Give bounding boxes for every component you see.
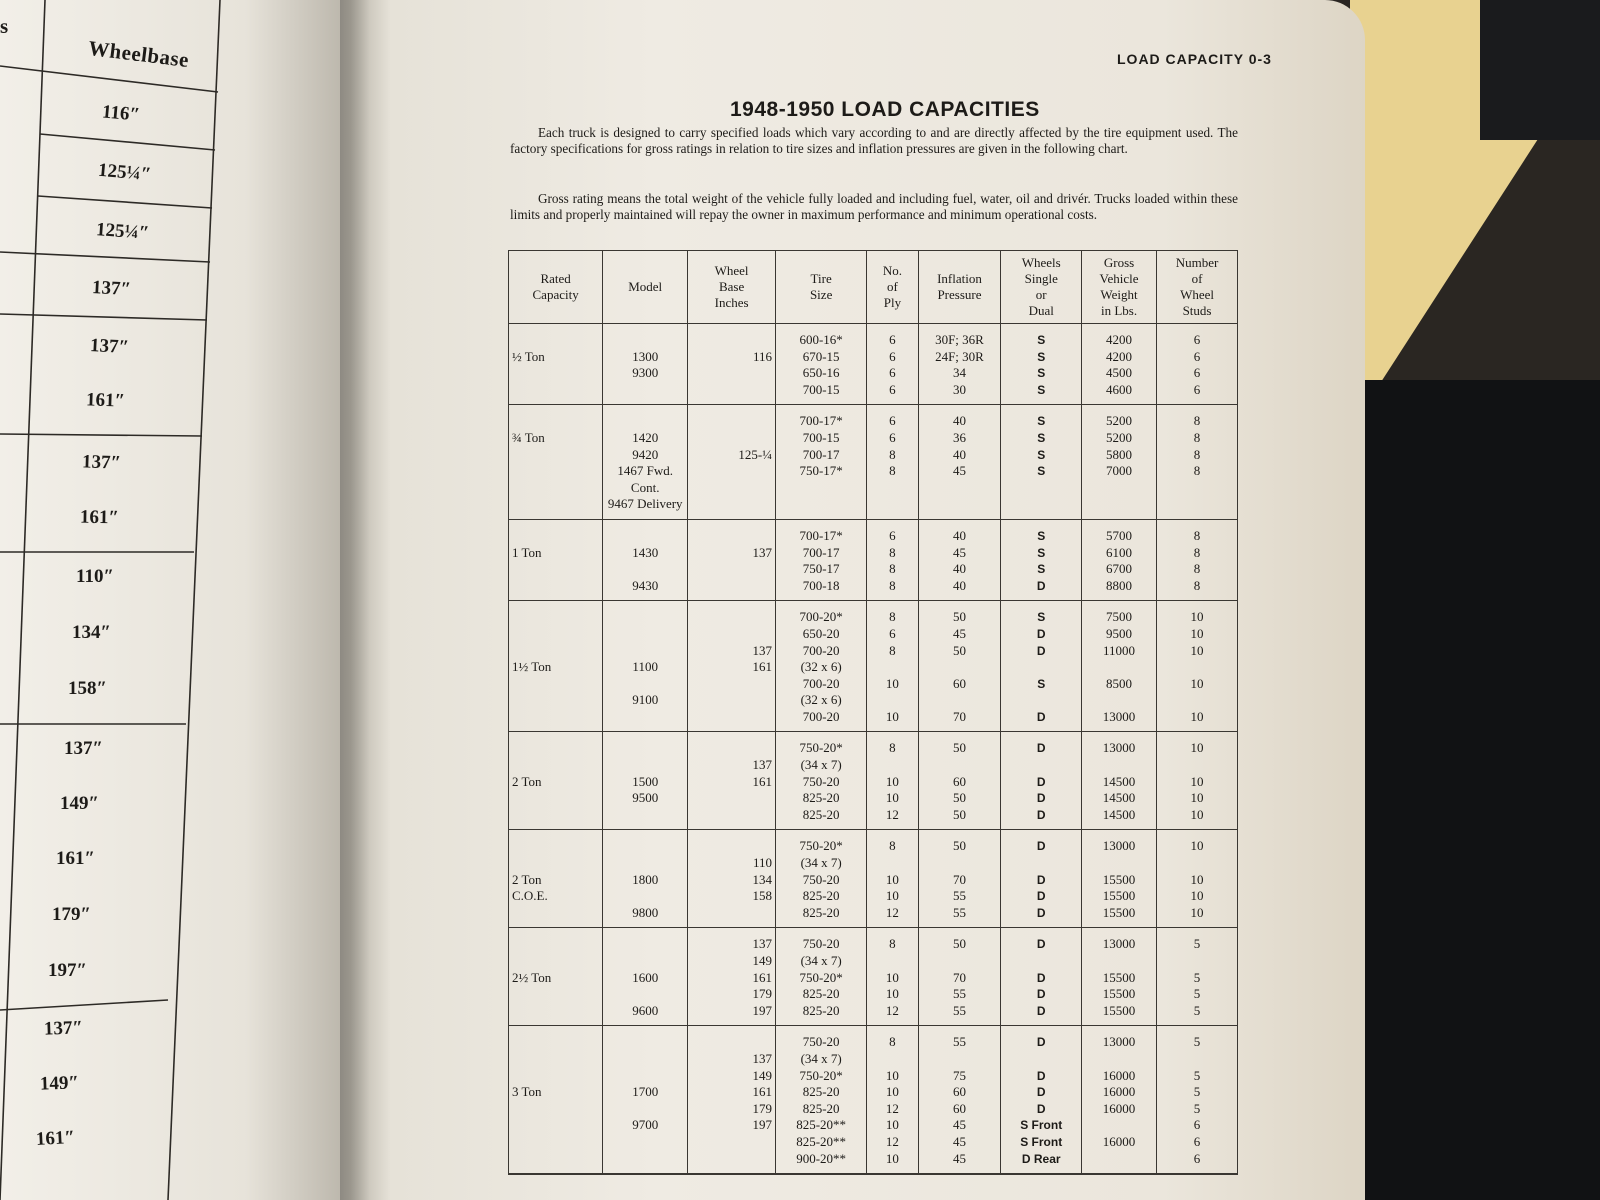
gvw-cell: 13000 16000 16000 16000 16000: [1082, 1026, 1157, 1174]
ply-cell: 6 8 8 8: [867, 519, 918, 600]
inflation-cell: 40 36 40 45: [918, 405, 1001, 520]
tire-size-cell: 750-20* (34 x 7) 750-20 825-20 825-20: [776, 732, 867, 830]
header-inflation: Inflation Pressure: [918, 251, 1001, 324]
gvw-cell: 5200 5200 5800 7000: [1082, 405, 1157, 520]
wheels-cell: D D D D: [1001, 732, 1082, 830]
left-value: 137″: [91, 276, 132, 301]
intro-paragraph: Each truck is designed to carry specified loads which vary according to and are directly affected by the tire equipment used. The factory specifications for gross ratings in relation to tire sizes and inflation pressures are given in the following chart.: [510, 125, 1238, 156]
ply-cell: 8 10 10 12: [867, 732, 918, 830]
gvw-cell: 5700 6100 6700 8800: [1082, 519, 1157, 600]
rated-capacity-cell: 1 Ton: [509, 519, 603, 600]
left-header-fragment: s: [0, 14, 9, 38]
rated-capacity-cell: 2 Ton C.O.E.: [509, 830, 603, 928]
left-value: 110″: [76, 566, 114, 587]
header-gvw: Gross Vehicle Weight in Lbs.: [1082, 251, 1157, 324]
rated-capacity-cell: 2½ Ton: [509, 928, 603, 1026]
wheel-base-cell: 137 161: [688, 732, 776, 830]
inflation-cell: 50 70 55 55: [918, 928, 1001, 1026]
load-capacity-table: [508, 250, 1238, 1175]
wheel-base-cell: 137 149 161 179 197: [688, 1026, 776, 1174]
studs-cell: 5 5 5 5: [1157, 928, 1238, 1026]
left-value: 197″: [48, 960, 87, 981]
wheel-base-cell: 137: [688, 519, 776, 600]
left-value: 125¼″: [95, 219, 150, 244]
left-value: 149″: [39, 1072, 80, 1095]
gvw-cell: 13000 14500 14500 14500: [1082, 732, 1157, 830]
table-row: [509, 519, 1238, 600]
wheels-cell: S S S S: [1001, 405, 1082, 520]
header-model: Model: [603, 251, 688, 324]
model-cell: 1420 9420 1467 Fwd. Cont. 9467 Delivery: [603, 405, 688, 520]
ply-cell: 8 6 8 10 10: [867, 601, 918, 732]
table-row: [509, 928, 1238, 1026]
wheels-cell: S D D S D: [1001, 601, 1082, 732]
page-title: 1948-1950 LOAD CAPACITIES: [730, 98, 1040, 121]
desk-background-dark: [1340, 380, 1600, 1200]
inflation-cell: 55 75 60 60 45 45 45: [918, 1026, 1001, 1174]
left-value: 137″: [64, 738, 103, 759]
model-cell: 1700 9700: [603, 1026, 688, 1174]
table-row: [509, 324, 1238, 405]
left-value: 161″: [35, 1126, 76, 1151]
tire-size-cell: 750-20 (34 x 7) 750-20* 825-20 825-20 825-20** 825-20** 900-20**: [776, 1026, 867, 1174]
running-head: LOAD CAPACITY 0-3: [1117, 51, 1272, 67]
left-value: 125¼″: [97, 159, 153, 186]
left-value: 158″: [68, 678, 107, 699]
inflation-cell: 30F; 36R 24F; 30R 34 30: [918, 324, 1001, 405]
wheels-cell: S S S S: [1001, 324, 1082, 405]
desk-background-top: [1480, 0, 1600, 140]
rated-capacity-cell: 2 Ton: [509, 732, 603, 830]
table-row: [509, 601, 1238, 732]
left-value: 161″: [85, 389, 126, 412]
header-wheels: Wheels Single or Dual: [1001, 251, 1082, 324]
ply-cell: 8 10 10 12: [867, 928, 918, 1026]
studs-cell: 8 8 8 8: [1157, 405, 1238, 520]
table-row: [509, 1026, 1238, 1174]
gross-rating-paragraph: Gross rating means the total weight of the vehicle fully loaded and including fuel, water, oil and drivér. Trucks loaded within these limits and properly maintained will repay the owner in maximum performance and minimum operational costs.: [510, 191, 1238, 222]
rated-capacity-cell: ½ Ton: [509, 324, 603, 405]
studs-cell: 5 5 5 5 6 6 6: [1157, 1026, 1238, 1174]
model-cell: 1600 9600: [603, 928, 688, 1026]
model-cell: 1430 9430: [603, 519, 688, 600]
left-value: 116″: [101, 101, 141, 126]
tire-size-cell: 700-17* 700-15 700-17 750-17*: [776, 405, 867, 520]
left-column-label: Wheelbase: [86, 35, 191, 73]
left-value: 137″: [43, 1017, 84, 1040]
tire-size-cell: 600-16* 670-15 650-16 700-15: [776, 324, 867, 405]
studs-cell: 10 10 10 10: [1157, 732, 1238, 830]
wheel-base-cell: 137 161: [688, 601, 776, 732]
left-value: 137″: [89, 334, 130, 359]
inflation-cell: 50 60 50 50: [918, 732, 1001, 830]
studs-cell: 8 8 8 8: [1157, 519, 1238, 600]
inflation-cell: 50 45 50 60 70: [918, 601, 1001, 732]
wheels-cell: S S S D: [1001, 519, 1082, 600]
model-cell: 1100 9100: [603, 601, 688, 732]
left-value: 149″: [60, 793, 99, 814]
inflation-cell: 50 70 55 55: [918, 830, 1001, 928]
left-value: 179″: [52, 904, 91, 925]
tire-size-cell: 750-20 (34 x 7) 750-20* 825-20 825-20: [776, 928, 867, 1026]
ply-cell: 8 10 10 12: [867, 830, 918, 928]
tire-size-cell: 750-20* (34 x 7) 750-20 825-20 825-20: [776, 830, 867, 928]
tire-size-cell: 700-17* 700-17 750-17 700-18: [776, 519, 867, 600]
table-row: [509, 830, 1238, 928]
table-header-row: [509, 251, 1238, 324]
wheel-base-cell: 116: [688, 324, 776, 405]
left-value: 137″: [81, 451, 122, 474]
rated-capacity-cell: ¾ Ton: [509, 405, 603, 520]
header-studs: Number of Wheel Studs: [1157, 251, 1238, 324]
wheels-cell: D D D D: [1001, 928, 1082, 1026]
gvw-cell: 13000 15500 15500 15500: [1082, 830, 1157, 928]
wheels-cell: D D D D: [1001, 830, 1082, 928]
studs-cell: 10 10 10 10: [1157, 830, 1238, 928]
wheel-base-cell: 137 149 161 179 197: [688, 928, 776, 1026]
left-page: [0, 0, 350, 1200]
wheel-base-cell: 110 134 158: [688, 830, 776, 928]
header-ply: No. of Ply: [867, 251, 918, 324]
ply-cell: 6 6 6 6: [867, 324, 918, 405]
wheel-base-cell: 125-¼: [688, 405, 776, 520]
gvw-cell: 4200 4200 4500 4600: [1082, 324, 1157, 405]
model-cell: 1300 9300: [603, 324, 688, 405]
model-cell: 1800 9800: [603, 830, 688, 928]
table-row: [509, 732, 1238, 830]
left-value: 161″: [56, 848, 95, 869]
header-rated-capacity: Rated Capacity: [509, 251, 603, 324]
ply-cell: 8 10 10 12 10 12 10: [867, 1026, 918, 1174]
left-value: 161″: [79, 506, 120, 529]
wheels-cell: D D D D S Front S Front D Rear: [1001, 1026, 1082, 1174]
header-wheel-base: Wheel Base Inches: [688, 251, 776, 324]
rated-capacity-cell: 1½ Ton: [509, 601, 603, 732]
gvw-cell: 7500 9500 11000 8500 13000: [1082, 601, 1157, 732]
table-row: [509, 405, 1238, 520]
inflation-cell: 40 45 40 40: [918, 519, 1001, 600]
gvw-cell: 13000 15500 15500 15500: [1082, 928, 1157, 1026]
left-value: 134″: [72, 622, 111, 643]
studs-cell: 6 6 6 6: [1157, 324, 1238, 405]
ply-cell: 6 6 8 8: [867, 405, 918, 520]
tire-size-cell: 700-20* 650-20 700-20 (32 x 6) 700-20 (32 x 6) 700-20: [776, 601, 867, 732]
rated-capacity-cell: 3 Ton: [509, 1026, 603, 1174]
page-gutter-shadow: [340, 0, 370, 1200]
header-tire-size: Tire Size: [776, 251, 867, 324]
model-cell: 1500 9500: [603, 732, 688, 830]
studs-cell: 10 10 10 10 10: [1157, 601, 1238, 732]
